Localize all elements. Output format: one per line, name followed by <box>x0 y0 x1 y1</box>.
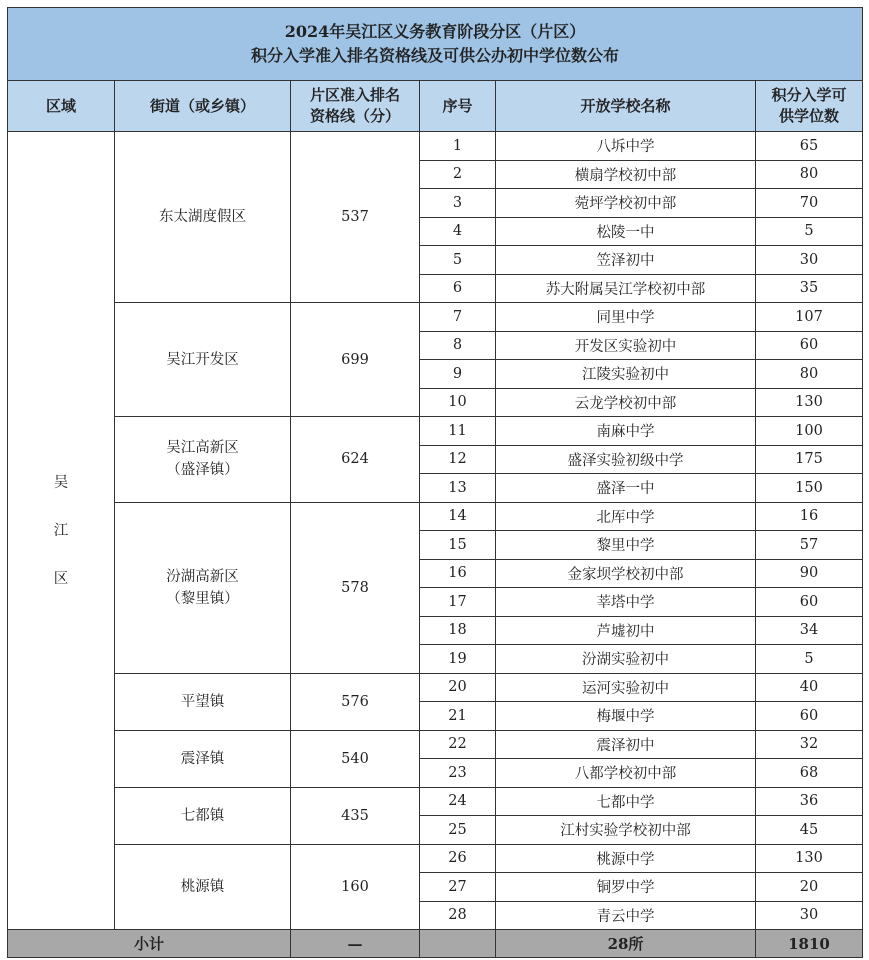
seq-cell: 16 <box>420 559 496 588</box>
street-name: （黎里镇） <box>166 590 239 607</box>
seats-cell: 90 <box>756 559 863 588</box>
table-row <box>8 132 863 161</box>
header-score-line-2: 资格线（分） <box>309 107 400 125</box>
seq-cell: 1 <box>420 132 496 161</box>
summary-score: — <box>291 930 420 958</box>
table-row <box>8 730 863 759</box>
school-cell: 笠泽初中 <box>496 246 756 275</box>
seats-cell: 30 <box>756 901 863 930</box>
school-cell: 莘塔中学 <box>496 588 756 617</box>
seats-cell: 130 <box>756 844 863 873</box>
score-cell: 624 <box>291 417 420 503</box>
table-title <box>8 8 863 81</box>
school-cell: 震泽初中 <box>496 730 756 759</box>
seq-cell: 22 <box>420 730 496 759</box>
seats-cell: 60 <box>756 331 863 360</box>
street-cell <box>115 502 291 673</box>
table-row <box>8 844 863 873</box>
district-char: 江 <box>53 522 69 539</box>
seq-cell: 10 <box>420 388 496 417</box>
seats-cell: 80 <box>756 360 863 389</box>
seq-cell: 6 <box>420 274 496 303</box>
school-cell: 江村实验学校初中部 <box>496 816 756 845</box>
seq-cell: 21 <box>420 702 496 731</box>
seq-cell: 18 <box>420 616 496 645</box>
header-street: 街道（或乡镇） <box>115 81 291 132</box>
seq-cell: 5 <box>420 246 496 275</box>
school-cell: 七都中学 <box>496 787 756 816</box>
seats-cell: 60 <box>756 588 863 617</box>
summary-seq <box>420 930 496 958</box>
header-seats <box>756 81 863 132</box>
school-cell: 苏大附属吴江学校初中部 <box>496 274 756 303</box>
table-row <box>8 673 863 702</box>
district-char: 区 <box>53 570 69 587</box>
school-cell: 八坼中学 <box>496 132 756 161</box>
street-cell <box>115 673 291 730</box>
school-cell: 开发区实验初中 <box>496 331 756 360</box>
seats-cell: 60 <box>756 702 863 731</box>
seats-cell: 65 <box>756 132 863 161</box>
seats-cell: 107 <box>756 303 863 332</box>
seats-cell: 70 <box>756 189 863 218</box>
score-cell: 576 <box>291 673 420 730</box>
table-row <box>8 417 863 446</box>
school-cell: 同里中学 <box>496 303 756 332</box>
seq-cell: 11 <box>420 417 496 446</box>
header-seats-line-1: 积分入学可 <box>771 86 847 104</box>
street-cell <box>115 844 291 930</box>
score-cell: 435 <box>291 787 420 844</box>
seats-cell: 68 <box>756 759 863 788</box>
seq-cell: 13 <box>420 474 496 503</box>
seq-cell: 20 <box>420 673 496 702</box>
school-cell: 八都学校初中部 <box>496 759 756 788</box>
score-cell: 540 <box>291 730 420 787</box>
school-cell: 青云中学 <box>496 901 756 930</box>
summary-seats: 1810 <box>756 930 863 958</box>
seats-cell: 175 <box>756 445 863 474</box>
summary-school: 28所 <box>496 930 756 958</box>
seq-cell: 19 <box>420 645 496 674</box>
summary-label: 小计 <box>8 930 291 958</box>
score-cell: 537 <box>291 132 420 303</box>
school-cell: 菀坪学校初中部 <box>496 189 756 218</box>
seats-cell: 130 <box>756 388 863 417</box>
school-cell: 铜罗中学 <box>496 873 756 902</box>
seats-cell: 35 <box>756 274 863 303</box>
school-cell: 横扇学校初中部 <box>496 160 756 189</box>
seats-cell: 36 <box>756 787 863 816</box>
seats-cell: 80 <box>756 160 863 189</box>
school-cell: 运河实验初中 <box>496 673 756 702</box>
admission-table <box>7 7 863 958</box>
district-cell <box>8 132 115 930</box>
school-cell: 盛泽一中 <box>496 474 756 503</box>
street-cell <box>115 303 291 417</box>
header-seq: 序号 <box>420 81 496 132</box>
seq-cell: 27 <box>420 873 496 902</box>
seq-cell: 25 <box>420 816 496 845</box>
seq-cell: 14 <box>420 502 496 531</box>
seats-cell: 34 <box>756 616 863 645</box>
header-seats-line-2: 供学位数 <box>779 107 840 125</box>
seats-cell: 150 <box>756 474 863 503</box>
seq-cell: 12 <box>420 445 496 474</box>
street-name: 东太湖度假区 <box>159 209 246 225</box>
street-cell <box>115 417 291 503</box>
school-cell: 盛泽实验初级中学 <box>496 445 756 474</box>
school-cell: 金家坝学校初中部 <box>496 559 756 588</box>
admission-table-container <box>7 7 862 958</box>
street-name: 吴江开发区 <box>166 351 239 368</box>
seats-cell: 57 <box>756 531 863 560</box>
seats-cell: 32 <box>756 730 863 759</box>
seq-cell: 28 <box>420 901 496 930</box>
seq-cell: 7 <box>420 303 496 332</box>
header-score-line-1: 片区准入排名 <box>309 86 400 104</box>
seq-cell: 15 <box>420 531 496 560</box>
school-cell: 梅堰中学 <box>496 702 756 731</box>
school-cell: 松陵一中 <box>496 217 756 246</box>
seq-cell: 9 <box>420 360 496 389</box>
seq-cell: 2 <box>420 160 496 189</box>
school-cell: 汾湖实验初中 <box>496 645 756 674</box>
score-cell: 160 <box>291 844 420 930</box>
street-cell <box>115 132 291 303</box>
school-cell: 云龙学校初中部 <box>496 388 756 417</box>
school-cell: 江陵实验初中 <box>496 360 756 389</box>
summary-row <box>8 930 863 958</box>
seq-cell: 24 <box>420 787 496 816</box>
seats-cell: 20 <box>756 873 863 902</box>
street-name: 吴江高新区 <box>166 440 239 457</box>
header-school: 开放学校名称 <box>496 81 756 132</box>
table-row <box>8 303 863 332</box>
street-cell <box>115 787 291 844</box>
header-district: 区域 <box>8 81 115 132</box>
street-cell <box>115 730 291 787</box>
seq-cell: 8 <box>420 331 496 360</box>
title-line-2: 积分入学准入排名资格线及可供公办初中学位数公布 <box>251 46 620 65</box>
district-char: 吴 <box>53 474 69 491</box>
street-name: （盛泽镇） <box>166 462 239 479</box>
seats-cell: 40 <box>756 673 863 702</box>
seq-cell: 23 <box>420 759 496 788</box>
seats-cell: 16 <box>756 502 863 531</box>
street-name: 桃源镇 <box>180 878 225 895</box>
school-cell: 芦墟初中 <box>496 616 756 645</box>
seq-cell: 3 <box>420 189 496 218</box>
seq-cell: 4 <box>420 217 496 246</box>
header-row <box>8 81 863 132</box>
seats-cell: 100 <box>756 417 863 446</box>
seats-cell: 30 <box>756 246 863 275</box>
street-name: 七都镇 <box>180 807 225 824</box>
title-line-1: 2024年吴江区义务教育阶段分区（片区） <box>284 22 586 41</box>
header-score <box>291 81 420 132</box>
street-name: 汾湖高新区 <box>166 568 239 585</box>
table-row <box>8 787 863 816</box>
score-cell: 578 <box>291 502 420 673</box>
table-body <box>8 132 863 930</box>
seq-cell: 26 <box>420 844 496 873</box>
seq-cell: 17 <box>420 588 496 617</box>
street-name: 震泽镇 <box>180 750 225 767</box>
school-cell: 黎里中学 <box>496 531 756 560</box>
street-name: 平望镇 <box>180 693 225 710</box>
school-cell: 北厍中学 <box>496 502 756 531</box>
school-cell: 桃源中学 <box>496 844 756 873</box>
table-row <box>8 502 863 531</box>
school-cell: 南麻中学 <box>496 417 756 446</box>
seats-cell: 5 <box>756 645 863 674</box>
score-cell: 699 <box>291 303 420 417</box>
seats-cell: 5 <box>756 217 863 246</box>
seats-cell: 45 <box>756 816 863 845</box>
